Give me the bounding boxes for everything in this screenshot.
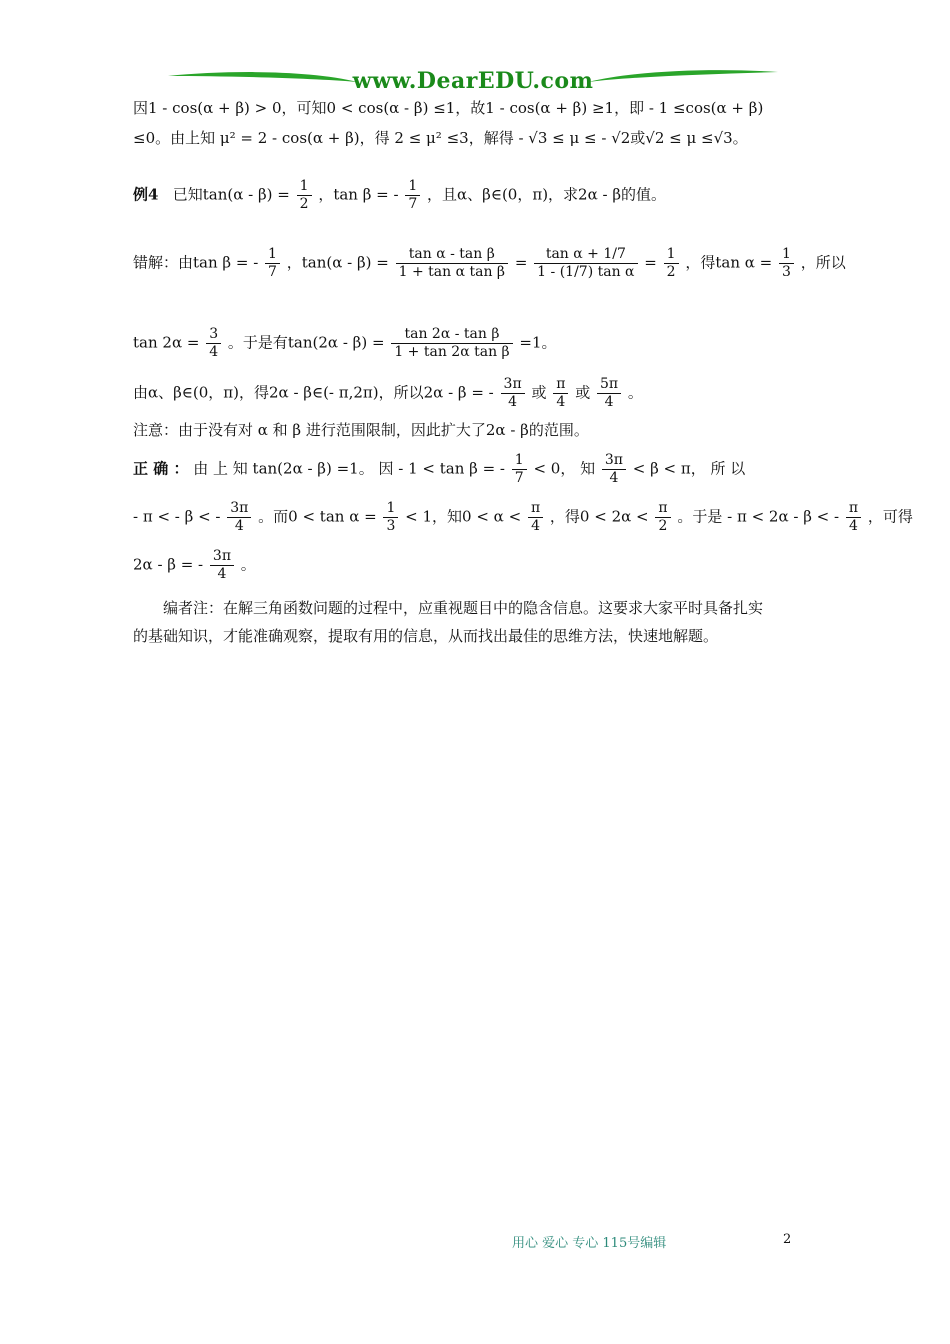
fraction-one-third-2: $\frac{1}{3}$ bbox=[383, 500, 398, 535]
example-text-a: 已知tan(α - β) = bbox=[172, 185, 290, 204]
fraction-one-seventh-2: $\frac{1}{7}$ bbox=[265, 246, 280, 281]
note-line: 注意：由于没有对 α 和 β 进行范围限制，因此扩大了2α - β的范围。 bbox=[133, 421, 589, 439]
fraction-one-seventh-3: $\frac{1}{7}$ bbox=[512, 452, 527, 487]
range-end: 。 bbox=[627, 383, 643, 402]
c2-text-d: ，得0 < 2α < bbox=[549, 507, 649, 526]
fraction-three-pi-4: $\frac{3\pi}{4}$ bbox=[210, 548, 234, 583]
fraction-pi-quarter-3: $\frac{\pi}{4}$ bbox=[846, 500, 861, 535]
editor-note-2: 的基础知识，才能准确观察，提取有用的信息，从而找出最佳的思维方法，快速地解题。 bbox=[133, 627, 719, 645]
c3-text-b: 。 bbox=[240, 555, 256, 574]
wrong-text-f: ，所以 bbox=[800, 253, 846, 272]
c2-text-e: 。于是 - π < 2α - β < - bbox=[677, 507, 840, 526]
correct-line-2 bbox=[133, 500, 913, 535]
wrong-label: 错解： bbox=[133, 253, 179, 272]
wrong-text-b: ，tan(α - β) = bbox=[286, 253, 389, 272]
text-line-2: ≤0。由上知 μ² = 2 - cos(α + β)，得 2 ≤ μ² ≤3，解得 - √3 ≤ μ ≤ - √2或√2 ≤ μ ≤√3。 bbox=[133, 129, 748, 147]
correct-text-b: < 0， 知 bbox=[533, 459, 596, 478]
brand-logo: www.DearEDU.com bbox=[352, 68, 594, 94]
tan2a-text-a: tan 2α = bbox=[133, 333, 200, 352]
fraction-five-pi: $\frac{5\pi}{4}$ bbox=[597, 376, 621, 411]
example-text-b: ，tan β = - bbox=[318, 185, 399, 204]
page-number: 2 bbox=[783, 1232, 792, 1247]
correct-label: 正 确 ： bbox=[133, 459, 189, 478]
fraction-three-quarter: $\frac{3}{4}$ bbox=[206, 326, 221, 361]
example-label: 例4 bbox=[133, 185, 159, 204]
wrong-text-c: = bbox=[514, 253, 528, 272]
fraction-one-third: $\frac{1}{3}$ bbox=[779, 246, 794, 281]
c2-text-b: 。而0 < tan α = bbox=[258, 507, 377, 526]
fraction-tan2: $\frac{\text{tan 2α - tan β}}{\text{1 + tan 2α tan β}}$ bbox=[391, 326, 512, 361]
range-text: 由α、β∈(0，π)，得2α - β∈(- π,2π)，所以2α - β = - bbox=[133, 383, 494, 402]
c2-text-a: - π < - β < - bbox=[133, 507, 221, 526]
fraction-tan-diff: $\frac{\text{tan α - tan β}}{\text{1 + tan α tan β}}$ bbox=[396, 246, 508, 281]
correct-text-c: < β < π， 所 以 bbox=[632, 459, 746, 478]
tan2a-text-b: 。于是有tan(2α - β) = bbox=[227, 333, 385, 352]
fraction-pi-quarter-2: $\frac{\pi}{4}$ bbox=[528, 500, 543, 535]
footer-brand: 用心 爱心 专心 115号编辑 bbox=[512, 1236, 667, 1251]
page-header bbox=[168, 62, 778, 98]
tan-2a-line bbox=[133, 326, 821, 361]
example-text-c: ，且α、β∈(0，π)，求2α - β的值。 bbox=[427, 185, 667, 204]
wrong-text-a: 由tan β = - bbox=[178, 253, 259, 272]
correct-solution bbox=[133, 452, 821, 487]
fraction-pi-half: $\frac{\pi}{2}$ bbox=[655, 500, 670, 535]
range-line bbox=[133, 376, 821, 411]
example-4 bbox=[133, 178, 821, 213]
wrong-solution bbox=[133, 246, 846, 281]
editor-note-1: 编者注：在解三角函数问题的过程中，应重视题目中的隐含信息。这要求大家平时具备扎实 bbox=[163, 599, 764, 617]
text-line-1: 因1 - cos(α + β) > 0，可知0 < cos(α - β) ≤1，故1 - cos(α + β) ≥1，即 - 1 ≤cos(α + β) bbox=[133, 99, 764, 117]
fraction-three-pi: $\frac{3\pi}{4}$ bbox=[501, 376, 525, 411]
fraction-nested: $\frac{\text{tan α + 1/7}}{\text{1 - (1/7) tan α}}$ bbox=[534, 246, 637, 281]
correct-text-a: 由 上 知 tan(2α - β) =1。 因 - 1 < tan β = - bbox=[193, 459, 505, 478]
fraction-one-half-2: $\frac{1}{2}$ bbox=[664, 246, 679, 281]
tan2a-text-c: =1。 bbox=[519, 333, 557, 352]
c3-text-a: 2α - β = - bbox=[133, 555, 204, 574]
wrong-text-e: ，得tan α = bbox=[685, 253, 773, 272]
fraction-three-pi-3: $\frac{3\pi}{4}$ bbox=[227, 500, 251, 535]
range-or-1: 或 bbox=[531, 383, 547, 402]
correct-line-3 bbox=[133, 548, 821, 583]
wrong-text-d: = bbox=[644, 253, 657, 272]
fraction-three-pi-2: $\frac{3\pi}{4}$ bbox=[602, 452, 626, 487]
fraction-pi-quarter: $\frac{\pi}{4}$ bbox=[553, 376, 568, 411]
fraction-one-seventh: $\frac{1}{7}$ bbox=[405, 178, 420, 213]
c2-text-f: ，可得 bbox=[867, 507, 913, 526]
range-or-2: 或 bbox=[575, 383, 591, 402]
c2-text-c: < 1，知0 < α < bbox=[405, 507, 522, 526]
fraction-one-half: $\frac{1}{2}$ bbox=[297, 178, 312, 213]
